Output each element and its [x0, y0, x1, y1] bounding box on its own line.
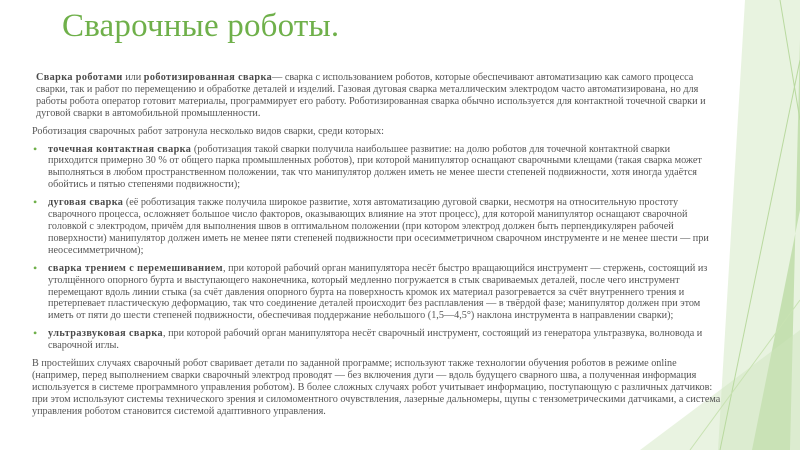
slide-title: Сварочные роботы. [62, 8, 340, 44]
list-item-term: дуговая сварка [48, 197, 124, 209]
list-item-text: , при которой рабочий орган манипулятора несёт быстро вращающийся инструмент — стержень, состоящий из утолщённого опорного бурта и выступающего наконечника, который медленно погружается в стык свариваемых деталей, после чего инструмент перемещают вдоль линии стыка (за счёт давления опорного бурта на поверхность кромок их материал разогревается за счёт внутреннего трения и претерпевает пластическую деформацию, так что соединение деталей происходит без расплавления — в твёрдой фазе; манипулятор должен при этом иметь от пяти до шести степеней подвижности, обеспечивая поддержание небольшого (1,5—4,5°) наклона инструмента в направлении сварки); [48, 262, 708, 322]
lead-paragraph: Роботизация сварочных работ затронула несколько видов сварки, среди которых: [32, 125, 384, 137]
list-item-text: (роботизация такой сварки получила наибольшее развитие: на долю роботов для точечной контактной сварки приходится примерно 30 % от общего парка промышленных роботов), при которой манипулятор оснащают сварочными клещами (такая сварка может выполняться в любом пространственном положении, так что манипулятор должен иметь не менее шести степеней подвижности, хотя иногда удаётся обойтись и пятью степенями подвижности); [48, 143, 702, 191]
bullet-icon: • [33, 195, 38, 210]
list-item-term: сварка трением с перемешиванием [48, 262, 223, 274]
list-item [33, 141, 722, 192]
slide-body [32, 72, 722, 424]
list-item [33, 195, 722, 257]
list-item [33, 260, 722, 323]
intro-paragraph [32, 72, 722, 120]
bullet-icon: • [33, 260, 38, 275]
bullet-icon: • [33, 141, 38, 156]
intro-rest: — сварка с использованием роботов, которые обеспечивают автоматизацию как самого процесса сварки, так и работ по перемещению и обработке деталей и изделий. Газовая дуговая сварка металлическим электродом часто автоматизирована, но для работы робота оператор готовит материалы, программирует его работу. Роботизированная сварка обычно используется для контактной точечной сварки и дуговой сварки в автомобильной промышленности. [36, 72, 706, 119]
list-item [33, 326, 722, 352]
intro-term-1: Сварка роботами [36, 72, 123, 83]
welding-kinds-list [32, 141, 722, 353]
intro-connector: или [122, 72, 144, 83]
intro-term-2: роботизированная сварка [143, 72, 273, 83]
bullet-icon: • [33, 326, 38, 341]
list-item-text: (её роботизация также получила широкое развитие, хотя автоматизацию дуговой сварки, несмотря на относительную простоту сварочного процесса, осложняет большое число факторов, оказывающих влияние на этот процесс), для которой манипулятор оснащают сварочной головкой с электродом, причём для выполнения швов в оптимальном положении (при котором электрод должен быть перпендикулярен рабочей поверхности) манипулятор должен иметь не менее пяти степеней подвижности при осесимметричном сварочном инструменте и не менее шести — при неосесимметричном); [48, 197, 709, 256]
list-item-term: точечная контактная сварка [48, 143, 192, 155]
closing-paragraph: В простейших случаях сварочный робот сваривает детали по заданной программе; используют также технологии обучения роботов в режиме online (например, перед выполнением сварки сварочный электрод проводят — без включения дуги — вдоль будущего сварного шва, а полученная информация используется в системе программного управления роботом). В более сложных случаях робот учитывает информацию, поступающую с различных датчиков: при этом используют системы технического зрения и силомоментного очувствления, лазерные дальномеры, щупы с тензометрическими датчиками, а система управления роботом становится системой адаптивного управления. [32, 358, 721, 417]
list-item-text: , при которой рабочий орган манипулятора несёт сварочный инструмент, состоящий из генератора ультразвука, волновода и сварочной иглы. [48, 328, 703, 352]
list-item-term: ультразвуковая сварка [48, 328, 164, 340]
